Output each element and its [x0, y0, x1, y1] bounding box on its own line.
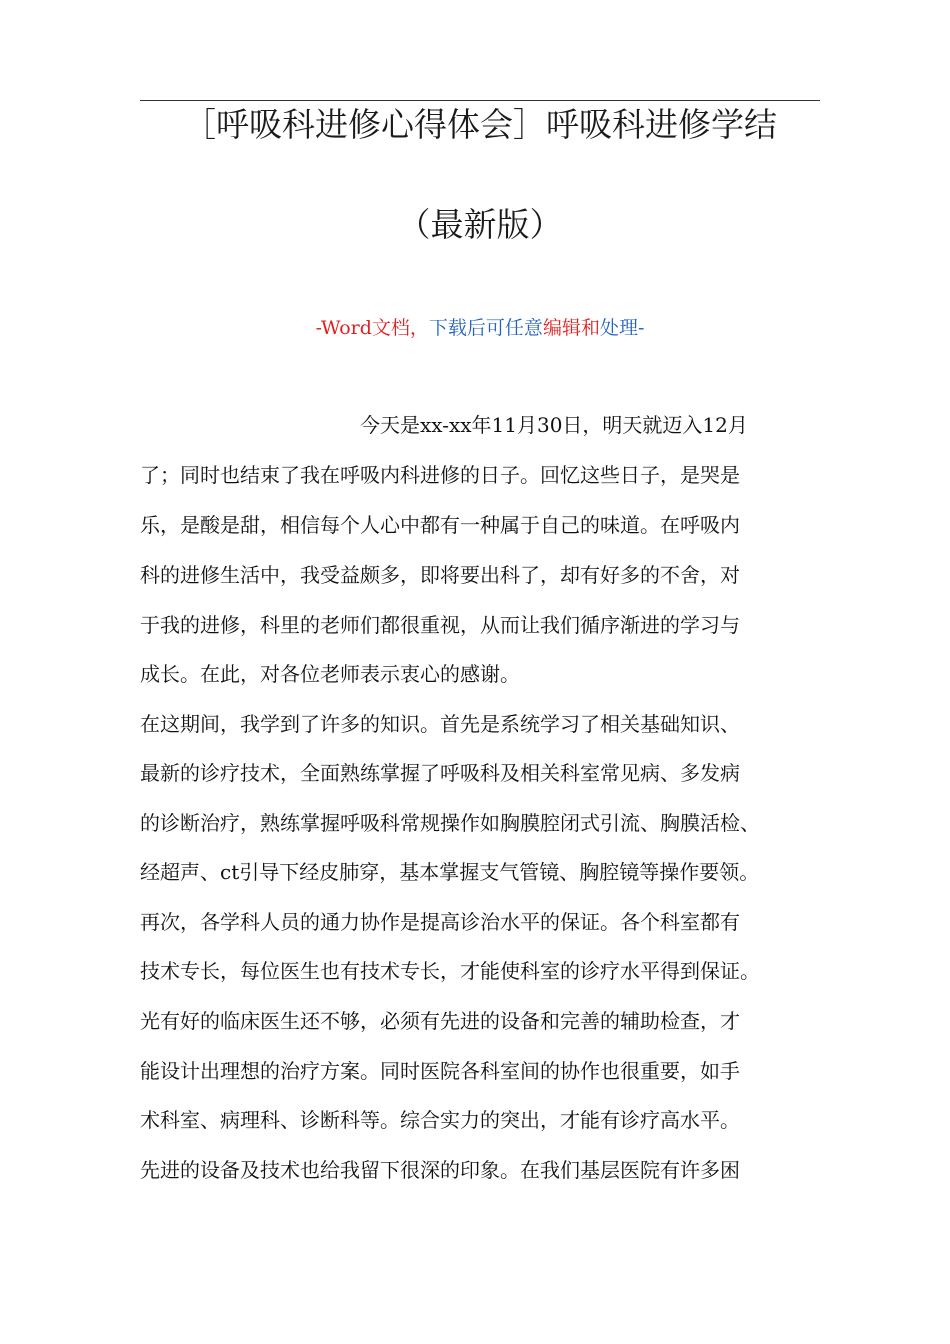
- body-line: 了；同时也结束了我在呼吸内科进修的日子。回忆这些日子，是哭是: [140, 463, 740, 487]
- subtitle-part-3: 编辑: [542, 317, 581, 339]
- body-line: 光有好的临床医生还不够，必须有先进的设备和完善的辅助检查，才: [140, 1009, 740, 1033]
- subtitle-part-1: -Word文档，: [315, 317, 429, 339]
- subtitle-part-2: 下载后可任意: [428, 317, 543, 339]
- document-title-version: （最新版）: [397, 205, 563, 244]
- document-subtitle: [140, 314, 820, 342]
- body-line: 于我的进修，科里的老师们都很重视，从而让我们循序渐进的学习与: [140, 613, 740, 637]
- body-line: 先进的设备及技术也给我留下很深的印象。在我们基层医院有许多困: [140, 1158, 740, 1182]
- header-rule: [140, 100, 820, 101]
- body-line: 今天是xx-xx年11月30日，明天就迈入12月: [360, 413, 748, 437]
- body-line: 科的进修生活中，我受益颇多，即将要出科了，却有好多的不舍，对: [140, 563, 740, 587]
- body-line: 技术专长，每位医生也有技术专长，才能使科室的诊疗水平得到保证。: [140, 959, 760, 983]
- body-line: 经超声、ct引导下经皮肺穿，基本掌握支气管镜、胸腔镜等操作要领。: [140, 860, 760, 884]
- body-line: 成长。在此，对各位老师表示衷心的感谢。: [140, 662, 520, 686]
- body-line: 最新的诊疗技术，全面熟练掌握了呼吸科及相关科室常见病、多发病: [140, 761, 740, 785]
- body-line: 再次，各学科人员的通力协作是提高诊治水平的保证。各个科室都有: [140, 910, 740, 934]
- body-line: 术科室、病理科、诊断科等。综合实力的突出，才能有诊疗高水平。: [140, 1108, 740, 1132]
- body-line: 能设计出理想的治疗方案。同时医院各科室间的协作也很重要，如手: [140, 1059, 740, 1083]
- document-title: ［呼吸科进修心得体会］呼吸科进修学结: [183, 105, 777, 144]
- body-line: 的诊断治疗，熟练掌握呼吸科常规操作如胸膜腔闭式引流、胸膜活检、: [140, 811, 760, 835]
- body-line: 乐，是酸是甜，相信每个人心中都有一种属于自己的味道。在呼吸内: [140, 513, 740, 537]
- subtitle-part-4: 和: [580, 317, 600, 339]
- body-line: 在这期间，我学到了许多的知识。首先是系统学习了相关基础知识、: [140, 712, 740, 736]
- subtitle-part-5: 处理-: [599, 317, 645, 339]
